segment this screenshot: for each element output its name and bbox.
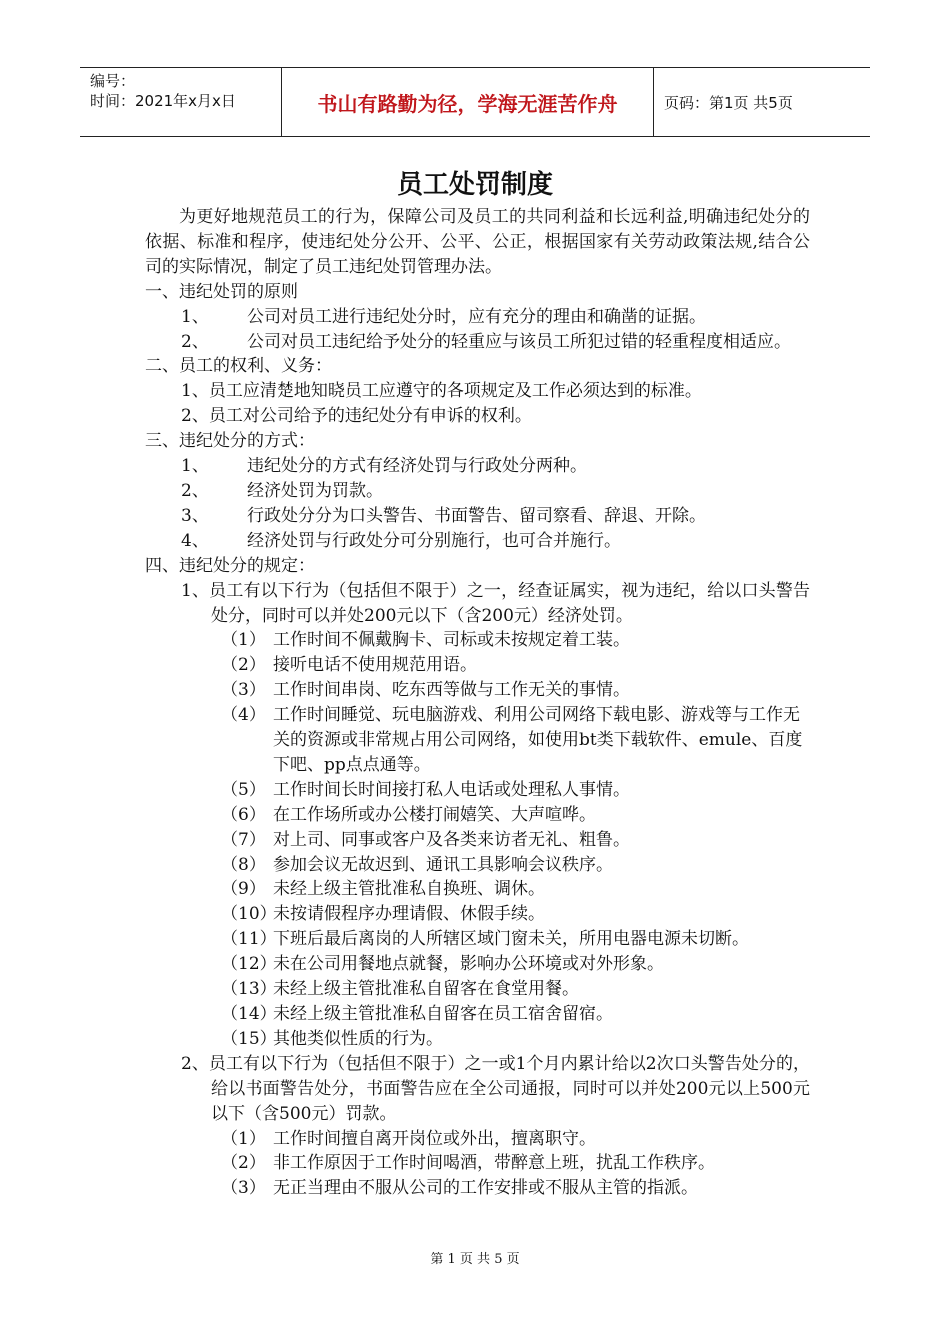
sub-item: （2） 接听电话不使用规范用语。: [221, 655, 477, 676]
list-item: 3、 行政处分分为口头警告、书面警告、留司察看、辞退、开除。: [181, 505, 706, 526]
sub-item: （10）未按请假程序办理请假、休假手续。: [221, 904, 545, 925]
sub-item: （8） 参加会议无故迟到、通讯工具影响会议秩序。: [221, 854, 613, 875]
list-item: 4、 经济处罚与行政处分可分别施行，也可合并施行。: [181, 530, 621, 551]
page-footer: 第 1 页 共 5 页: [430, 1252, 520, 1267]
header-left-cell: [80, 68, 282, 136]
section-heading: 二、员工的权利、义务：: [145, 356, 332, 377]
date-label: 时间：2021年x月x日: [90, 92, 236, 110]
sub-item: （13）未经上级主管批准私自留客在食堂用餐。: [221, 979, 579, 1000]
serial-label: 编号：: [90, 72, 136, 90]
section-heading: 一、违纪处罚的原则: [145, 281, 298, 302]
document-title: 员工处罚制度: [396, 170, 553, 200]
sub-item: （4） 工作时间睡觉、玩电脑游戏、利用公司网络下载电影、游戏等与工作无关的资源或非常规占用公司网络，如使用bt类下载软件、emule、百度下吧、pp点点通等。: [221, 705, 803, 775]
sub-item: （6） 在工作场所或办公楼打闹嬉笑、大声喧哗。: [221, 804, 596, 825]
intro-paragraph: 为更好地规范员工的行为，保障公司及员工的共同利益和长远利益,明确违纪处分的依据、标准和程序，使违纪处分公开、公平、公正，根据国家有关劳动政策法规,结合公司的实际情况，制定了员工违纪处罚管理办法。: [145, 207, 810, 277]
sub-item: （15）其他类似性质的行为。: [221, 1028, 443, 1049]
header-motto: 书山有路勤为径，学海无涯苦作舟: [282, 68, 654, 136]
sub-item: （9） 未经上级主管批准私自换班、调休。: [221, 879, 545, 900]
list-item: 1、员工应清楚地知晓员工应遵守的各项规定及工作必须达到的标准。: [181, 381, 702, 402]
sub-item: （12）未在公司用餐地点就餐，影响办公环境或对外形象。: [221, 954, 664, 975]
sub-item: （14）未经上级主管批准私自留客在员工宿舍留宿。: [221, 1004, 613, 1024]
sub-item: （1） 工作时间不佩戴胸卡、司标或未按规定着工装。: [221, 630, 630, 651]
sub-item: （7） 对上司、同事或客户及各类来访者无礼、粗鲁。: [221, 829, 630, 850]
list-item: 2、 经济处罚为罚款。: [181, 480, 383, 501]
sub-item: （3） 工作时间串岗、吃东西等做与工作无关的事情。: [221, 680, 630, 701]
rule-paragraph: 1、员工有以下行为（包括但不限于）之一，经查证属实，视为违纪，给以口头警告处分，同时可以并处200元以下（含200元）经济处罚。: [181, 580, 810, 626]
section-heading: 三、违纪处分的方式：: [145, 431, 315, 452]
header-page-label: 页码：第1页 共5页: [664, 93, 793, 112]
rule-paragraph: 2、员工有以下行为（包括但不限于）之一或1个月内累计给以2次口头警告处分的，给以书面警告处分，书面警告应在全公司通报，同时可以并处200元以上500元以下（含500元）罚款。: [181, 1053, 810, 1124]
list-item: 1、 违纪处分的方式有经济处罚与行政处分两种。: [181, 456, 587, 477]
sub-item: （5） 工作时间长时间接打私人电话或处理私人事情。: [221, 779, 630, 800]
sub-item: （11）下班后最后离岗的人所辖区域门窗未关，所用电器电源未切断。: [221, 929, 749, 950]
document-body: [145, 205, 810, 1201]
sub-item: （3） 无正当理由不服从公司的工作安排或不服从主管的指派。: [221, 1178, 698, 1199]
document-header-table: [80, 67, 870, 137]
sub-item: （2） 非工作原因于工作时间喝酒，带醉意上班，扰乱工作秩序。: [221, 1153, 715, 1174]
list-item: 1、 公司对员工进行违纪处分时，应有充分的理由和确凿的证据。: [181, 306, 706, 327]
list-item: 2、 公司对员工违纪给予处分的轻重应与该员工所犯过错的轻重程度相适应。: [181, 331, 791, 352]
section-heading: 四、违纪处分的规定：: [145, 555, 315, 576]
sub-item: （1） 工作时间擅自离开岗位或外出，擅离职守。: [221, 1128, 596, 1149]
list-item: 2、员工对公司给予的违纪处分有申诉的权利。: [181, 406, 532, 427]
